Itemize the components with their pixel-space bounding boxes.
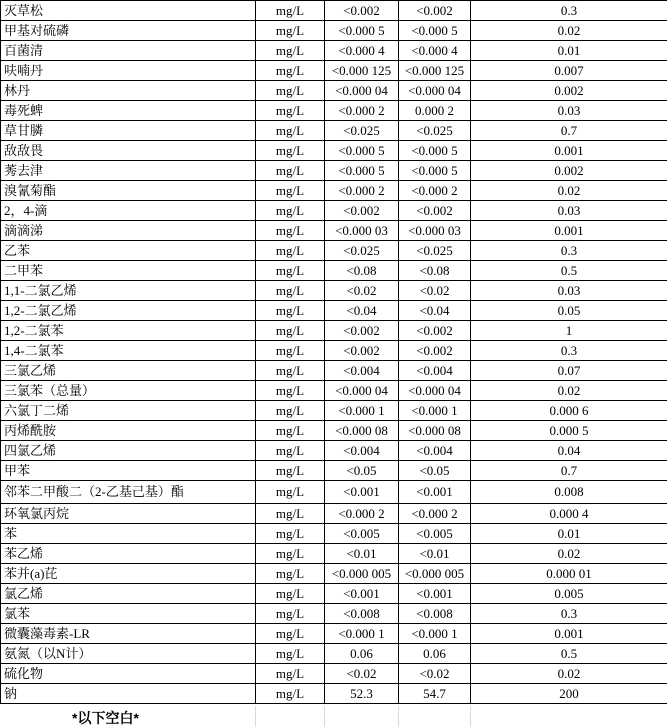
unit-cell: mg/L [256,684,325,704]
item-name-cell: 硫化物 [1,664,256,684]
table-row [1,401,667,421]
table-row [1,624,667,644]
table-row [1,504,667,524]
result-1-cell: 52.3 [325,684,399,704]
result-1-cell: <0.000 005 [325,564,399,584]
table-row [1,604,667,624]
result-1-cell: <0.000 125 [325,61,399,81]
limit-cell: 0.7 [471,121,667,141]
item-name-cell: 氨氮（以N计） [1,644,256,664]
limit-cell: 0.007 [471,61,667,81]
result-2-cell: <0.08 [399,261,471,281]
unit-cell: mg/L [256,361,325,381]
table-row [1,141,667,161]
result-2-cell: <0.04 [399,301,471,321]
result-2-cell: <0.004 [399,441,471,461]
result-2-cell: <0.000 1 [399,401,471,421]
footer-note: *以下空白* [72,708,139,728]
result-2-cell: <0.001 [399,481,471,504]
table-row [1,544,667,564]
limit-cell: 0.001 [471,221,667,241]
limit-cell: 0.5 [471,261,667,281]
table-row [1,1,667,21]
table-row [1,524,667,544]
table-row [1,481,667,504]
unit-cell: mg/L [256,664,325,684]
table-row [1,684,667,704]
grid-line [255,706,256,727]
item-name-cell: 林丹 [1,81,256,101]
item-name-cell: 微囊藻毒素-LR [1,624,256,644]
result-1-cell: <0.08 [325,261,399,281]
result-1-cell: <0.000 4 [325,41,399,61]
limit-cell: 0.07 [471,361,667,381]
item-name-cell: 四氯乙烯 [1,441,256,461]
table-row [1,341,667,361]
result-2-cell: <0.002 [399,341,471,361]
results-table-body [1,1,667,704]
unit-cell: mg/L [256,644,325,664]
result-1-cell: <0.000 2 [325,181,399,201]
unit-cell: mg/L [256,1,325,21]
limit-cell: 200 [471,684,667,704]
result-1-cell: <0.01 [325,544,399,564]
unit-cell: mg/L [256,504,325,524]
result-2-cell: <0.000 2 [399,181,471,201]
unit-cell: mg/L [256,624,325,644]
table-row [1,461,667,481]
limit-cell: 0.008 [471,481,667,504]
result-2-cell: <0.000 08 [399,421,471,441]
unit-cell: mg/L [256,381,325,401]
result-1-cell: <0.002 [325,1,399,21]
result-1-cell: <0.001 [325,481,399,504]
item-name-cell: 1,2-二氯乙烯 [1,301,256,321]
limit-cell: 0.002 [471,81,667,101]
table-row [1,301,667,321]
table-row [1,241,667,261]
limit-cell: 0.001 [471,624,667,644]
result-2-cell: <0.000 5 [399,161,471,181]
unit-cell: mg/L [256,321,325,341]
footer-row [0,706,667,727]
result-1-cell: 0.06 [325,644,399,664]
table-row [1,41,667,61]
item-name-cell: 三氯苯（总量） [1,381,256,401]
result-1-cell: <0.025 [325,121,399,141]
unit-cell: mg/L [256,61,325,81]
grid-line [470,706,471,727]
limit-cell: 1 [471,321,667,341]
unit-cell: mg/L [256,21,325,41]
unit-cell: mg/L [256,421,325,441]
item-name-cell: 氯乙烯 [1,584,256,604]
unit-cell: mg/L [256,281,325,301]
limit-cell: 0.000 01 [471,564,667,584]
item-name-cell: 莠去津 [1,161,256,181]
limit-cell: 0.002 [471,161,667,181]
result-1-cell: <0.004 [325,361,399,381]
result-2-cell: <0.025 [399,241,471,261]
limit-cell: 0.3 [471,341,667,361]
unit-cell: mg/L [256,101,325,121]
table-row [1,81,667,101]
item-name-cell: 氯苯 [1,604,256,624]
unit-cell: mg/L [256,301,325,321]
table-row [1,101,667,121]
item-name-cell: 丙烯酰胺 [1,421,256,441]
unit-cell: mg/L [256,201,325,221]
unit-cell: mg/L [256,441,325,461]
grid-line [398,706,399,727]
item-name-cell: 环氧氯丙烷 [1,504,256,524]
result-2-cell: <0.01 [399,544,471,564]
result-2-cell: <0.005 [399,524,471,544]
result-2-cell: <0.000 5 [399,21,471,41]
limit-cell: 0.01 [471,41,667,61]
table-row [1,21,667,41]
unit-cell: mg/L [256,261,325,281]
item-name-cell: 六氯丁二烯 [1,401,256,421]
item-name-cell: 甲基对硫磷 [1,21,256,41]
result-1-cell: <0.000 1 [325,401,399,421]
result-1-cell: <0.04 [325,301,399,321]
table-row [1,261,667,281]
result-2-cell: <0.002 [399,1,471,21]
unit-cell: mg/L [256,564,325,584]
limit-cell: 0.3 [471,604,667,624]
item-name-cell: 灭草松 [1,1,256,21]
item-name-cell: 苯并(a)芘 [1,564,256,584]
unit-cell: mg/L [256,341,325,361]
result-2-cell: <0.000 5 [399,141,471,161]
item-name-cell: 毒死蜱 [1,101,256,121]
result-1-cell: <0.002 [325,341,399,361]
unit-cell: mg/L [256,141,325,161]
table-row [1,181,667,201]
item-name-cell: 2，4-滴 [1,201,256,221]
result-2-cell: <0.000 4 [399,41,471,61]
result-1-cell: <0.000 2 [325,101,399,121]
limit-cell: 0.000 5 [471,421,667,441]
result-1-cell: <0.000 5 [325,141,399,161]
limit-cell: 0.02 [471,21,667,41]
limit-cell: 0.03 [471,281,667,301]
limit-cell: 0.02 [471,544,667,564]
result-2-cell: <0.025 [399,121,471,141]
table-row [1,564,667,584]
item-name-cell: 溴氰菊酯 [1,181,256,201]
result-1-cell: <0.002 [325,321,399,341]
item-name-cell: 二甲苯 [1,261,256,281]
table-row [1,201,667,221]
unit-cell: mg/L [256,461,325,481]
limit-cell: 0.05 [471,301,667,321]
item-name-cell: 甲苯 [1,461,256,481]
result-1-cell: <0.000 03 [325,221,399,241]
table-row [1,421,667,441]
table-row [1,361,667,381]
item-name-cell: 1,2-二氯苯 [1,321,256,341]
item-name-cell: 邻苯二甲酸二（2-乙基己基）酯 [1,481,256,504]
result-1-cell: <0.000 04 [325,81,399,101]
item-name-cell: 百菌清 [1,41,256,61]
result-1-cell: <0.008 [325,604,399,624]
item-name-cell: 苯 [1,524,256,544]
unit-cell: mg/L [256,544,325,564]
unit-cell: mg/L [256,81,325,101]
limit-cell: 0.000 6 [471,401,667,421]
unit-cell: mg/L [256,121,325,141]
item-name-cell: 呋喃丹 [1,61,256,81]
result-1-cell: <0.005 [325,524,399,544]
result-1-cell: <0.05 [325,461,399,481]
item-name-cell: 1,4-二氯苯 [1,341,256,361]
result-1-cell: <0.000 2 [325,504,399,524]
result-1-cell: <0.000 08 [325,421,399,441]
limit-cell: 0.03 [471,101,667,121]
result-2-cell: <0.000 04 [399,81,471,101]
result-2-cell: <0.02 [399,281,471,301]
table-row [1,281,667,301]
limit-cell: 0.3 [471,1,667,21]
table-row [1,381,667,401]
unit-cell: mg/L [256,181,325,201]
result-2-cell: <0.000 04 [399,381,471,401]
item-name-cell: 滴滴涕 [1,221,256,241]
limit-cell: 0.03 [471,201,667,221]
item-name-cell: 敌敌畏 [1,141,256,161]
table-row [1,441,667,461]
result-1-cell: <0.025 [325,241,399,261]
limit-cell: 0.02 [471,664,667,684]
result-2-cell: <0.05 [399,461,471,481]
item-name-cell: 草甘膦 [1,121,256,141]
result-2-cell: <0.000 005 [399,564,471,584]
limit-cell: 0.000 4 [471,504,667,524]
unit-cell: mg/L [256,524,325,544]
result-2-cell: <0.002 [399,201,471,221]
result-2-cell: <0.001 [399,584,471,604]
item-name-cell: 1,1-二氯乙烯 [1,281,256,301]
table-row [1,644,667,664]
result-1-cell: <0.000 1 [325,624,399,644]
unit-cell: mg/L [256,401,325,421]
result-1-cell: <0.000 04 [325,381,399,401]
limit-cell: 0.02 [471,381,667,401]
grid-line [324,706,325,727]
result-2-cell: <0.000 2 [399,504,471,524]
unit-cell: mg/L [256,161,325,181]
limit-cell: 0.5 [471,644,667,664]
unit-cell: mg/L [256,41,325,61]
limit-cell: 0.04 [471,441,667,461]
result-1-cell: <0.02 [325,281,399,301]
table-row [1,161,667,181]
result-2-cell: 0.000 2 [399,101,471,121]
result-1-cell: <0.02 [325,664,399,684]
result-2-cell: 54.7 [399,684,471,704]
table-row [1,121,667,141]
item-name-cell: 苯乙烯 [1,544,256,564]
unit-cell: mg/L [256,221,325,241]
table-row [1,321,667,341]
limit-cell: 0.01 [471,524,667,544]
result-1-cell: <0.002 [325,201,399,221]
limit-cell: 0.005 [471,584,667,604]
item-name-cell: 乙苯 [1,241,256,261]
table-row [1,664,667,684]
table-row [1,584,667,604]
limit-cell: 0.3 [471,241,667,261]
result-1-cell: <0.000 5 [325,21,399,41]
limit-cell: 0.001 [471,141,667,161]
result-1-cell: <0.004 [325,441,399,461]
unit-cell: mg/L [256,584,325,604]
result-2-cell: <0.000 125 [399,61,471,81]
table-row [1,221,667,241]
item-name-cell: 三氯乙烯 [1,361,256,381]
result-2-cell: 0.06 [399,644,471,664]
item-name-cell: 钠 [1,684,256,704]
limit-cell: 0.02 [471,181,667,201]
unit-cell: mg/L [256,481,325,504]
result-2-cell: <0.000 03 [399,221,471,241]
result-2-cell: <0.008 [399,604,471,624]
result-2-cell: <0.000 1 [399,624,471,644]
result-2-cell: <0.02 [399,664,471,684]
result-1-cell: <0.001 [325,584,399,604]
result-1-cell: <0.000 5 [325,161,399,181]
result-2-cell: <0.004 [399,361,471,381]
unit-cell: mg/L [256,241,325,261]
limit-cell: 0.7 [471,461,667,481]
unit-cell: mg/L [256,604,325,624]
result-2-cell: <0.002 [399,321,471,341]
table-row [1,61,667,81]
